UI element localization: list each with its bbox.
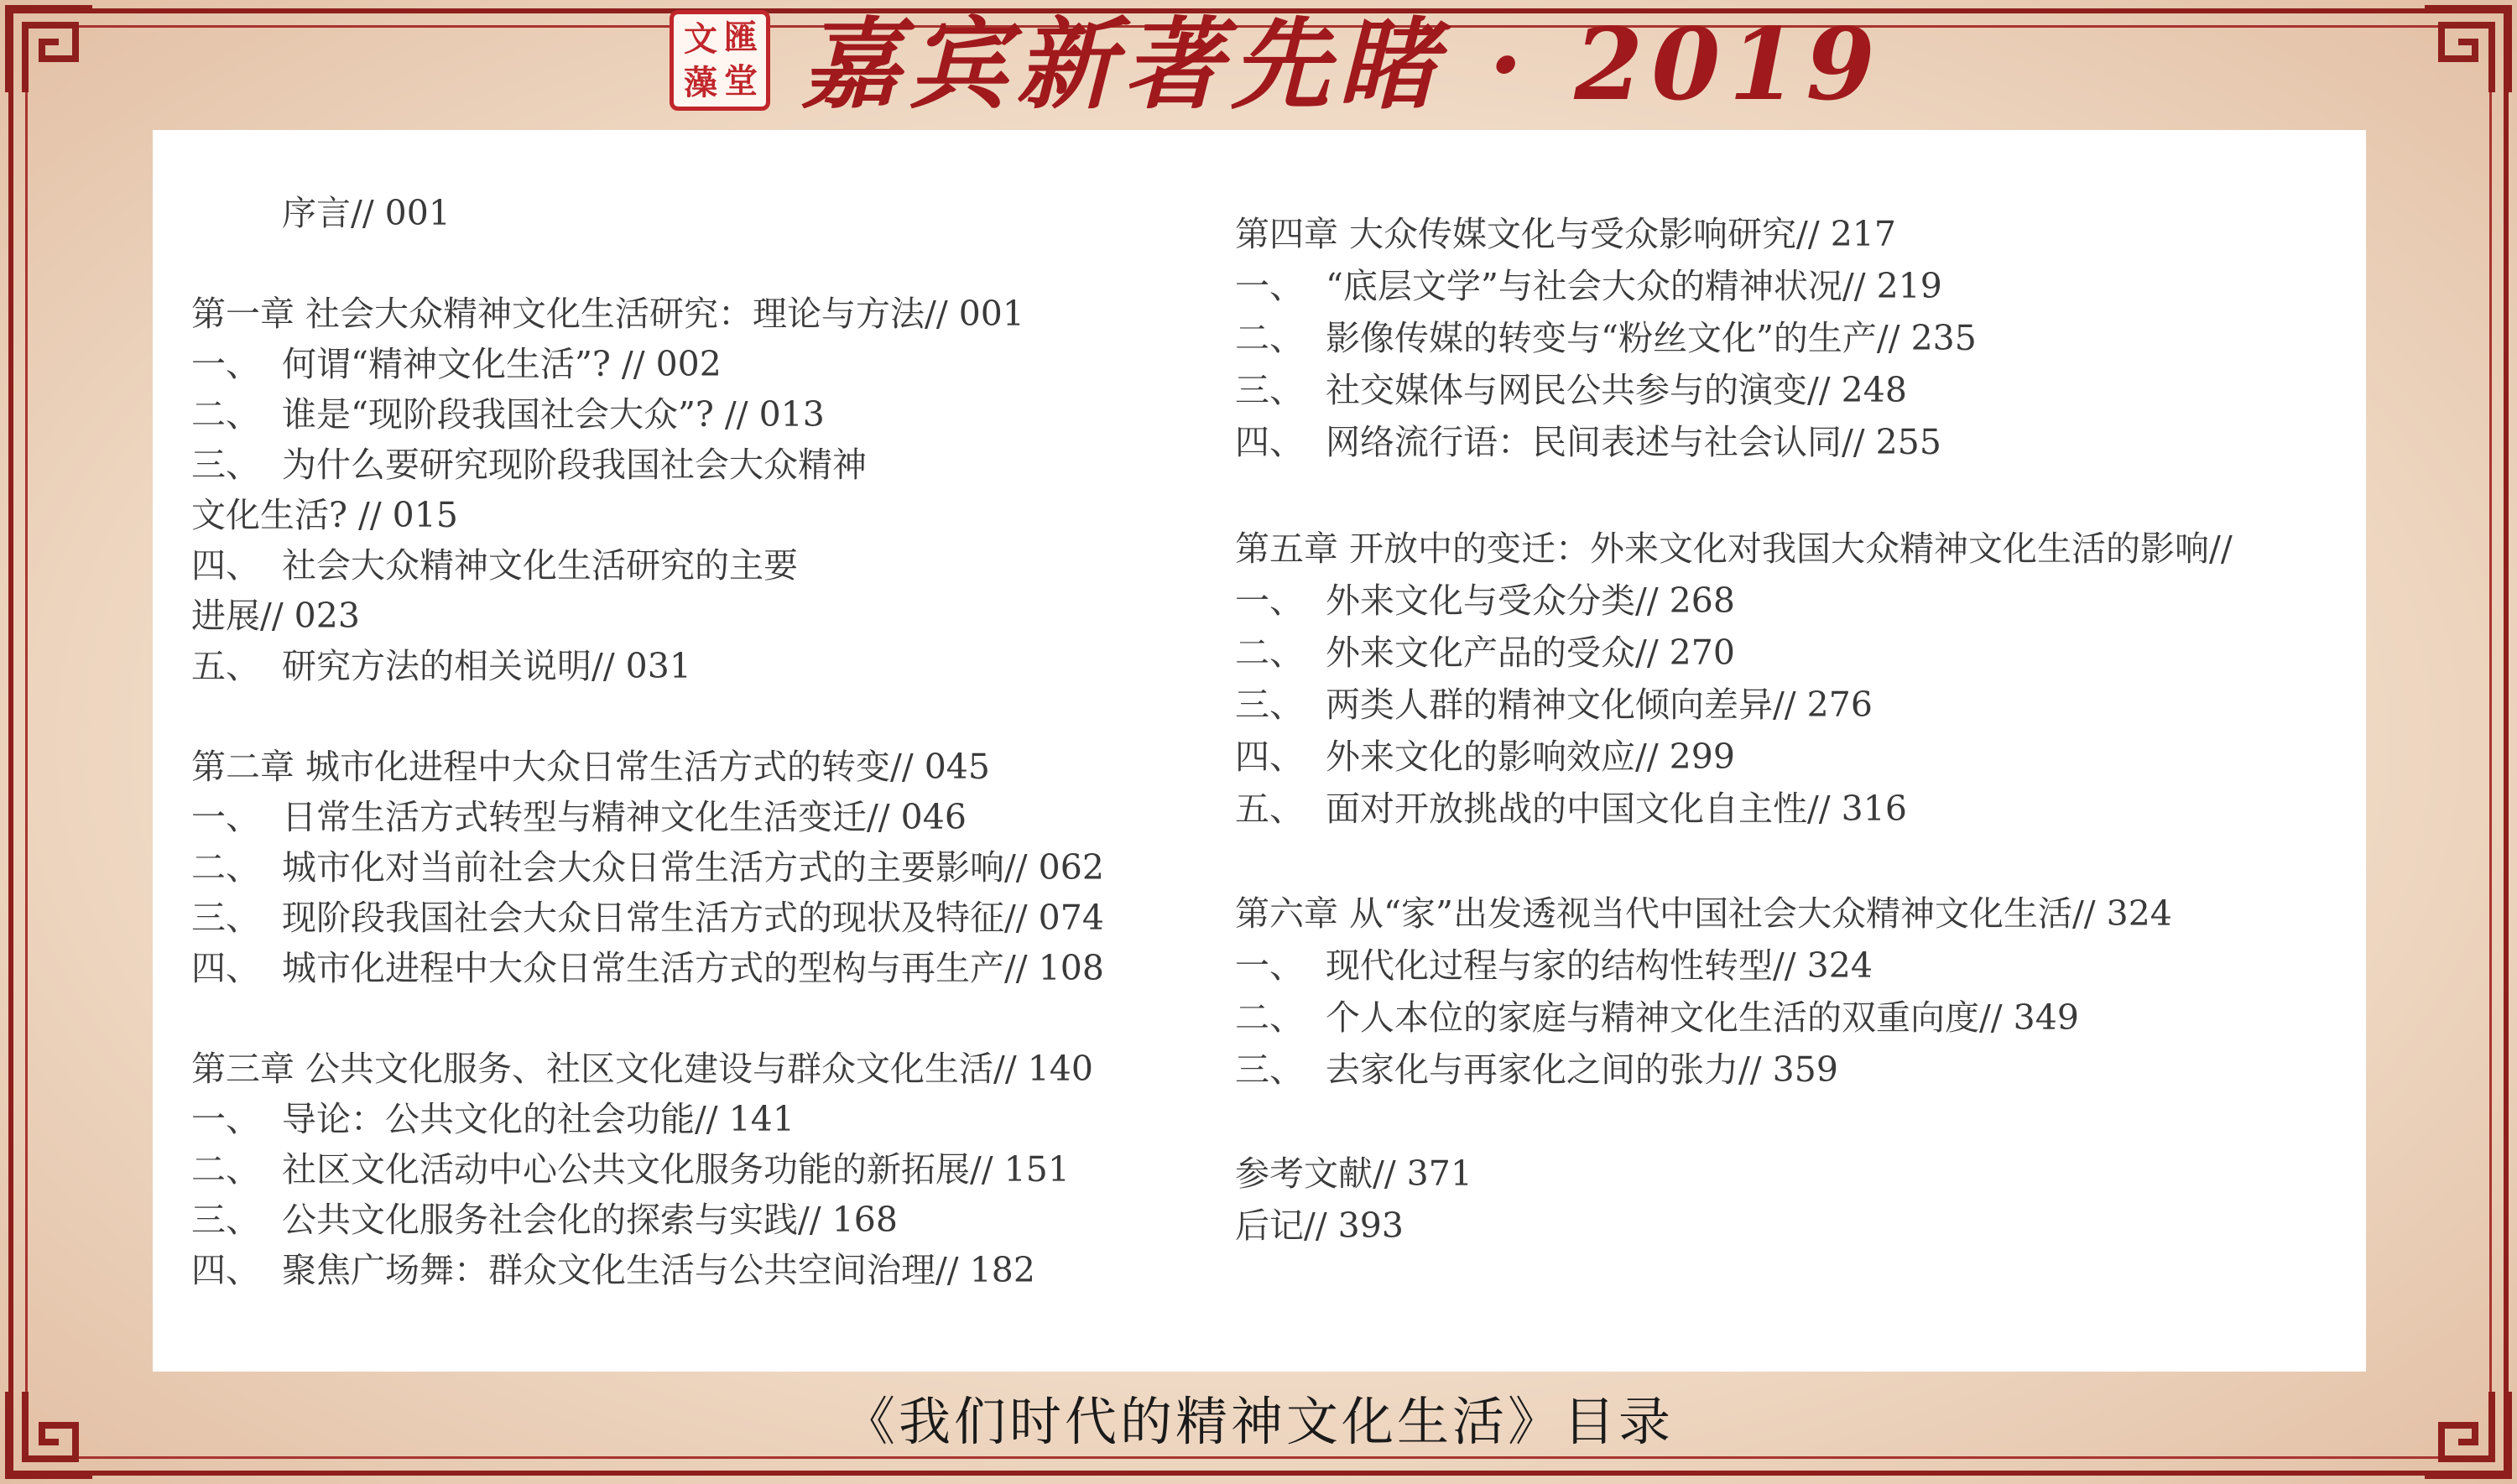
toc-panel	[153, 130, 2366, 1372]
toc-entry: 参考文献// 371	[1235, 1153, 1472, 1194]
toc-entry: 三、 社交媒体与网民公共参与的演变// 248	[1235, 370, 1907, 410]
toc-entry: 四、 外来文化的影响效应// 299	[1235, 737, 1735, 777]
header-title: 嘉宾新著先睹 · 2019	[801, 6, 1884, 122]
toc-entry: 后记// 393	[1235, 1205, 1404, 1246]
toc-entry: 一、 “底层文学”与社会大众的精神状况// 219	[1235, 266, 1942, 306]
toc-entry: 五、 研究方法的相关说明// 031	[191, 646, 691, 686]
header	[0, 0, 2517, 143]
toc-chapter-heading: 第五章 开放中的变迁：外来文化对我国大众精神文化生活的影响//	[1235, 529, 2233, 569]
toc-entry: 三、 现阶段我国社会大众日常生活方式的现状及特征// 074	[191, 898, 1104, 938]
toc-entry: 四、 聚焦广场舞：群众文化生活与公共空间治理// 182	[191, 1250, 1035, 1290]
seal-stamp	[670, 10, 770, 111]
toc-chapter-heading: 第四章 大众传媒文化与受众影响研究// 217	[1235, 214, 1896, 254]
toc-entry: 一、 现代化过程与家的结构性转型// 324	[1235, 945, 1873, 986]
seal-char: 藻	[684, 63, 717, 102]
toc-entry: 四、 网络流行语：民间表述与社会认同// 255	[1235, 422, 1941, 462]
image-caption: 《我们时代的精神文化生活》目录	[842, 1391, 1674, 1452]
toc-entry: 一、 导论：公共文化的社会功能// 141	[191, 1099, 795, 1139]
toc-entry: 三、 为什么要研究现阶段我国社会大众精神	[191, 445, 867, 485]
toc-chapter-heading: 第三章 公共文化服务、社区文化建设与群众文化生活// 140	[191, 1049, 1093, 1089]
seal-char: 文	[684, 19, 717, 59]
toc-entry: 二、 影像传媒的转变与“粉丝文化”的生产// 235	[1235, 318, 1977, 358]
toc-entry: 序言// 001	[282, 193, 451, 233]
toc-entry: 四、 社会大众精神文化生活研究的主要	[191, 545, 798, 586]
toc-entry: 二、 谁是“现阶段我国社会大众”? // 013	[191, 394, 825, 435]
toc-entry: 三、 去家化与再家化之间的张力// 359	[1235, 1049, 1838, 1090]
toc-entry-continuation: 进展// 023	[191, 596, 360, 636]
seal-char: 堂	[724, 61, 758, 101]
toc-entry: 二、 社区文化活动中心公共文化服务功能的新拓展// 151	[191, 1149, 1070, 1190]
toc-entry: 二、 外来文化产品的受众// 270	[1235, 633, 1735, 673]
toc-chapter-heading: 第二章 城市化进程中大众日常生活方式的转变// 045	[191, 747, 990, 787]
toc-entry: 二、 个人本位的家庭与精神文化生活的双重向度// 349	[1235, 997, 2079, 1038]
toc-entry: 四、 城市化进程中大众日常生活方式的型构与再生产// 108	[191, 948, 1104, 988]
toc-entry: 五、 面对开放挑战的中国文化自主性// 316	[1235, 789, 1907, 829]
toc-chapter-heading: 第一章 社会大众精神文化生活研究：理论与方法// 001	[191, 294, 1024, 334]
toc-entry: 一、 外来文化与受众分类// 268	[1235, 581, 1735, 621]
toc-entry: 三、 公共文化服务社会化的探索与实践// 168	[191, 1200, 898, 1240]
toc-entry: 二、 城市化对当前社会大众日常生活方式的主要影响// 062	[191, 847, 1104, 888]
toc-chapter-heading: 第六章 从“家”出发透视当代中国社会大众精神文化生活// 324	[1235, 893, 2172, 934]
toc-entry: 三、 两类人群的精神文化倾向差异// 276	[1235, 685, 1873, 725]
toc-entry: 一、 日常生活方式转型与精神文化生活变迁// 046	[191, 797, 967, 837]
seal-char: 匯	[724, 18, 758, 57]
toc-entry-continuation: 文化生活? // 015	[191, 495, 458, 535]
toc-entry: 一、 何谓“精神文化生活”? // 002	[191, 344, 722, 384]
